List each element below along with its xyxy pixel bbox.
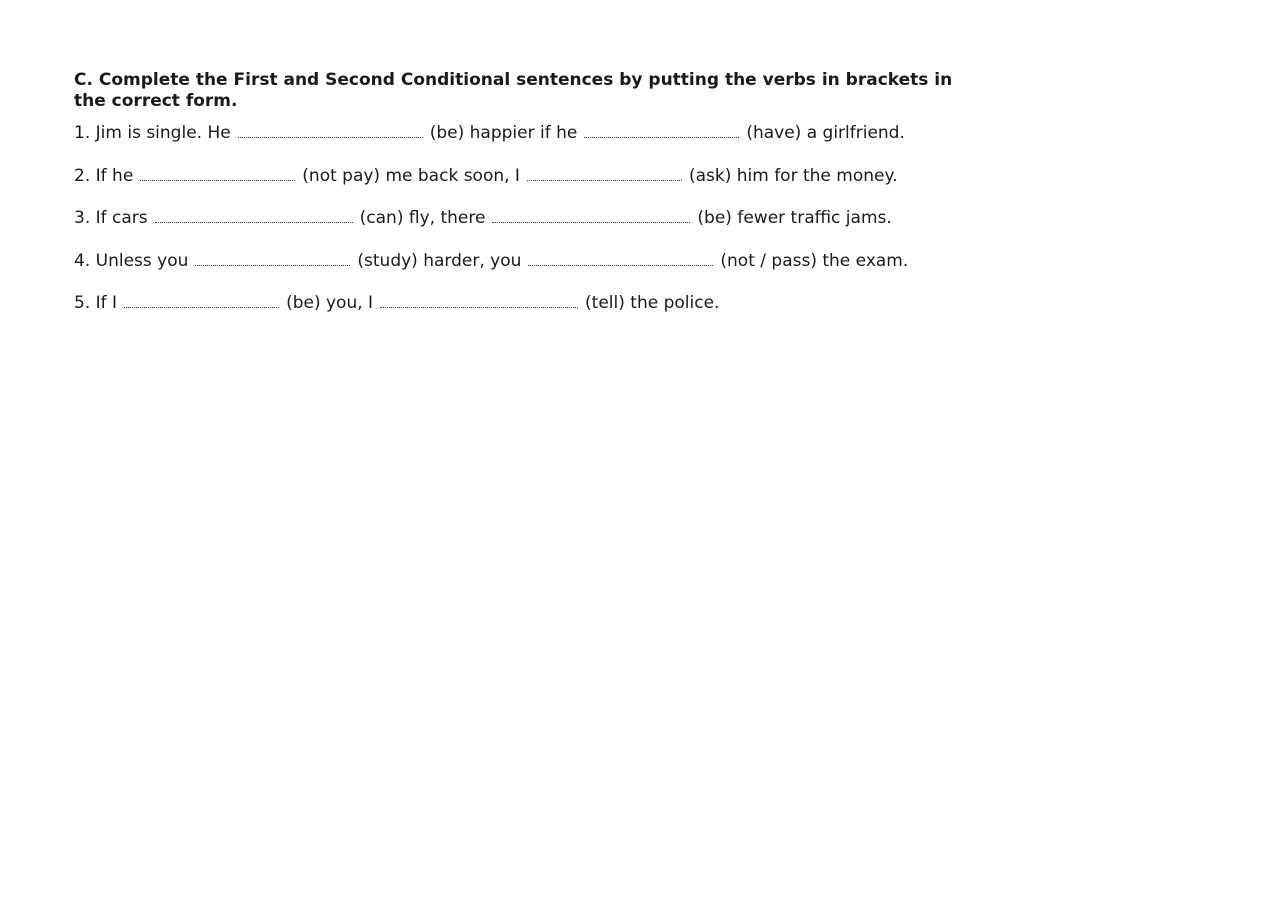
item-text: (tell) the police. [585, 293, 720, 313]
item-text: Unless you [95, 250, 189, 271]
item-text: (not / pass) the exam. [720, 250, 909, 271]
answer-blank-1a[interactable] [238, 122, 423, 140]
exercise-item-4 [74, 250, 974, 293]
answer-blank-1b[interactable] [584, 122, 739, 140]
item-text: (ask) him for the money. [688, 165, 898, 186]
answer-blank-4a[interactable] [195, 250, 350, 268]
item-text: Jim is single. He [95, 123, 231, 143]
worksheet [74, 70, 974, 335]
exercise-item-2 [74, 165, 974, 208]
exercise-instruction: C. Complete the First and Second Conditional sentences by putting the verbs in brackets in the correct form. [74, 70, 953, 111]
answer-blank-5a[interactable] [124, 292, 279, 310]
item-text: (be) you, I [286, 293, 374, 313]
exercise-item-5 [74, 292, 974, 335]
item-text: If he [95, 165, 134, 186]
item-number: 3. [74, 208, 91, 228]
item-number: 5. [74, 293, 91, 313]
answer-blank-2a[interactable] [140, 165, 295, 183]
item-text: (not pay) me back soon, I [302, 165, 520, 186]
answer-blank-3b[interactable] [492, 207, 690, 225]
item-text: (be) happier if he [429, 123, 578, 143]
answer-blank-4b[interactable] [528, 250, 713, 268]
item-text: (study) harder, you [357, 250, 522, 271]
item-number: 4. [74, 250, 91, 271]
item-number: 1. [74, 123, 91, 143]
item-text: (be) fewer traffic jams. [697, 208, 892, 228]
item-number: 2. [74, 165, 91, 186]
item-text: (can) fly, there [359, 208, 486, 228]
item-text: (have) a girlfriend. [746, 123, 905, 143]
item-text: If I [95, 293, 118, 313]
answer-blank-3a[interactable] [155, 207, 353, 225]
exercise-item-3 [74, 207, 974, 250]
answer-blank-2b[interactable] [527, 165, 682, 183]
item-text: If cars [95, 208, 148, 228]
answer-blank-5b[interactable] [380, 292, 578, 310]
exercise-item-1 [74, 122, 974, 165]
